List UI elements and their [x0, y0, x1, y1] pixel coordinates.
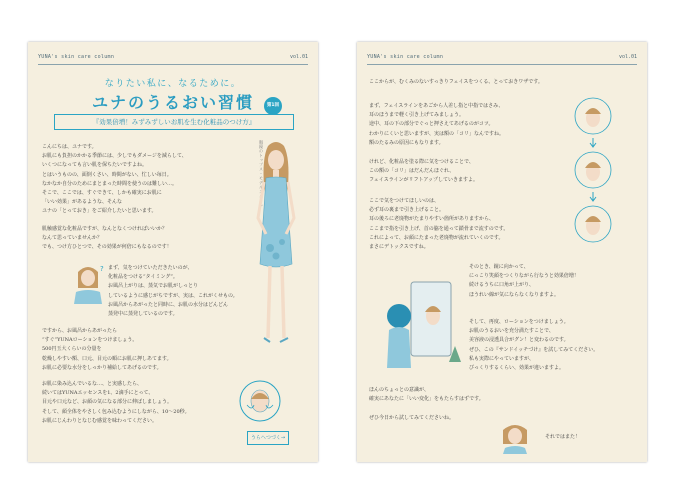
article-title: ユナのうるおい習慣 — [91, 93, 254, 112]
timing-paragraph: まず、気をつけていただきたいのが、 化粧品をつける“タイミング”。 お風呂上がりは、蒸気でお肌がしっとり しているように感じがちですが、実は、これがくせもの。 お風呂からあがったと同時に、お肌の水分はどんどん 蒸発中に蒸発しているのです。 — [108, 265, 238, 318]
girl-question-illustration — [70, 262, 106, 304]
continue-button[interactable]: うらへつづく→ — [247, 431, 289, 445]
try-today-paragraph: ぜひ今日から試してみてくださいね。 — [369, 415, 455, 421]
article-headline: 『効果倍増！みずみずしいお肌を生む化粧品のつけ方』 — [54, 114, 294, 130]
change-paragraph: ほんのちょっとの意識が、 確実にあなたに「いい変化」をもたらすはずです。 — [369, 387, 484, 403]
massage-steps-illustration — [553, 96, 633, 266]
article-subtitle: なりたい私に、なるために。 — [104, 79, 242, 89]
mirror-illustration — [385, 276, 467, 368]
model-illustration — [246, 138, 306, 376]
face-illustration — [238, 379, 282, 423]
lift-paragraph: けれど、化粧品を塗る際に気をつけることで、 この額の「コリ」はだんだんほぐれ、 フェイスラインがリフトアップしていきますよ。 — [369, 159, 479, 184]
smiling-girl-illustration — [497, 420, 533, 454]
essence-paragraph: お肌に染み込んでいるな…、と実感したら、 続いてはYUNAエッセンスを1、2滴手にとって、 目元や口元など、お顔の気になる部分に伸ばしましょう。 そして、顔全体をやさしく包み込むようにしながら、10〜20秒。 お肌にじんわりとなじむ感覚を味わってください。 — [42, 381, 190, 424]
column-name: YUNA's skin care column — [367, 54, 444, 60]
volume-number: vol.01 — [289, 54, 308, 60]
page-header — [38, 54, 308, 65]
model-caption: 眼鏡のトップス・モデルスタイル — [259, 140, 264, 208]
page-header — [367, 54, 637, 65]
intro-paragraph: こんにちは、ユナです。 お肌にも負担のかかる季節には、少しでもダメージを減らして、 いくつになっても言い肌を保ちたいですよね。 とはいうものの、面倒くさい、時間がない、忙しい毎日。 なかなか自分のためにまとまった時間を使うのは難しい…。 そこで、ここでは、すぐできて、しかも確実にお肌に 「いい効果」があるような、そんな ユナの「とっておき」をご紹介したいと思います。 — [42, 144, 187, 215]
closing-text: それではまた！ — [545, 434, 581, 440]
sandwich-paragraph: そして、再度、ローションをつけましょう。 お肌のうるおいを充分満たすことで、 美容液の浸透具合がグン！と変わるのです。 ぜひ、この『サンドイッチづけ』を試してみてください。 私も実際にやっていますが、 びっくりするくらい、効果が違いますよ。 — [469, 319, 599, 372]
right-page — [357, 42, 647, 462]
svg-text:?: ? — [100, 265, 104, 273]
column-name: YUNA's skin care column — [38, 54, 115, 60]
faceline-paragraph: まず、フェイスラインをあごから人差し指と中指ではさみ、 耳のほうまで軽く引き上げてみましょう。 途中、耳の下の部分でぐっと押さえてあげるのがコツ。 わかりにくいと思いますが、実は額の「コリ」なんですね。 額のたるみの原因にもなります。 — [369, 103, 505, 146]
detox-paragraph: ここで気をつけてほしいのは、 必ず耳の裏まで引き上げること。 耳の後ろに老廃物がたまりやすい箇所がありますから、 ここまで指を引き上げ、首の脇を通って鎖骨まで流すのです。 これによって、お顔にたまった老廃物が流れていくのです。 まさにデトックスですね。 — [369, 198, 509, 251]
question-paragraph: 肌触感覚な化粧品ですが、なんとなくつければいいか？ なんて思っていませんか？ でも、つけ方ひとつで、その効果が何倍にもなるのです！ — [42, 226, 172, 251]
lotion-paragraph: ですから、お風呂からあがったら “すぐ”YUNAローションをつけましょう。 500円玉大くらいの分量を 乾燥しやすい額、口元、目元の順にお肌に押しあてます。 お肌に必要な水分をしっかり補給してあげるのです。 — [42, 328, 172, 371]
technique-intro: ここからが、むくみのないすっきりフェイスをつくる、とっておきワザです。 — [369, 79, 543, 85]
volume-number: vol.01 — [618, 54, 637, 60]
smile-paragraph: そのとき、鏡に向かって、 にっこり笑顔をつくりながら行なうと効果倍増！ 続けるうちに口角が上がり、 ほうれい線が気にならなくなりますよ。 — [469, 264, 579, 298]
issue-badge: 第1回 — [264, 97, 282, 115]
left-page — [28, 42, 318, 462]
